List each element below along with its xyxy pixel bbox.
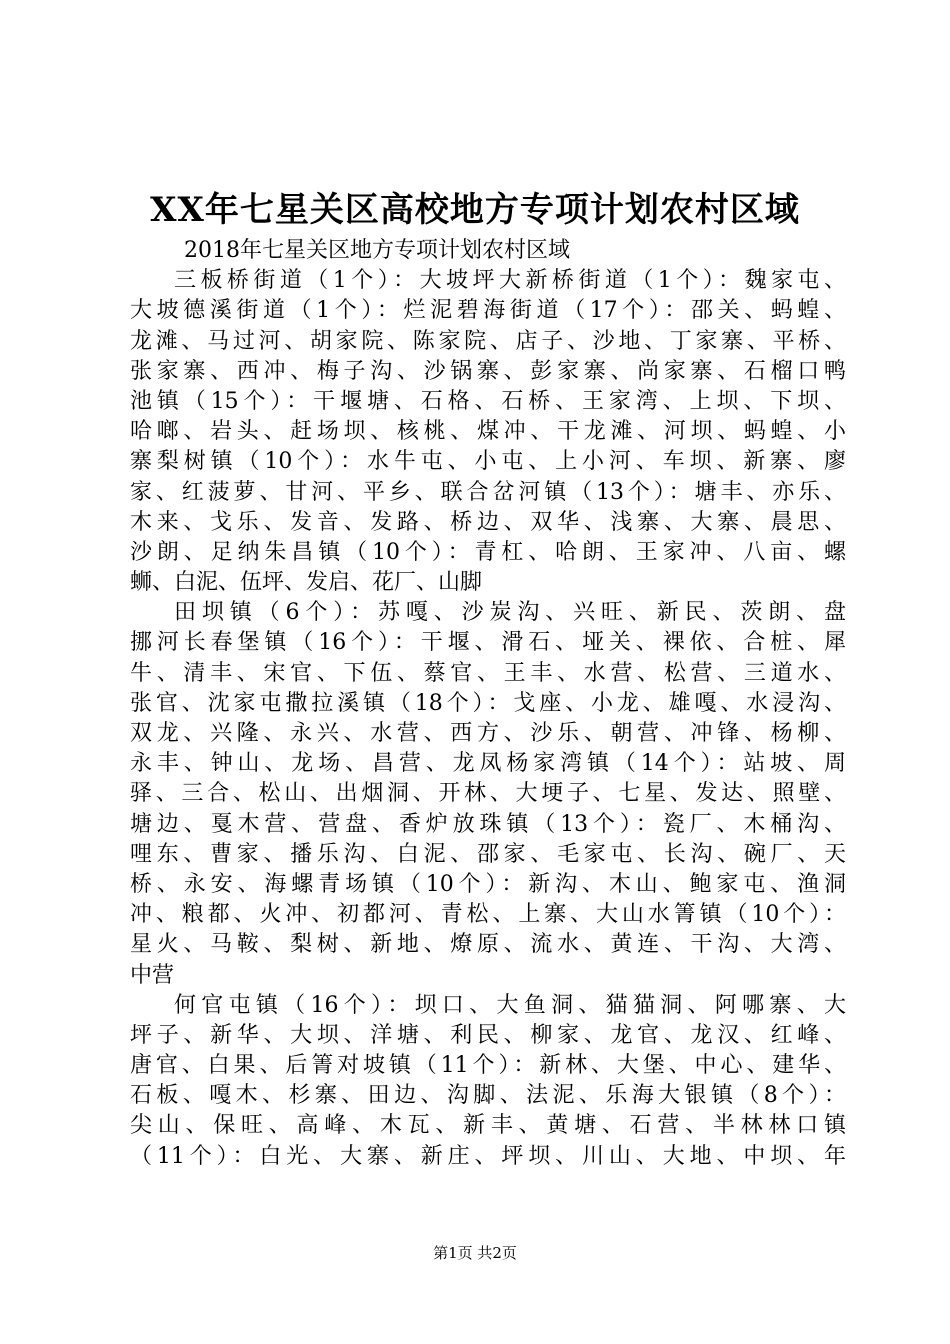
document-body (130, 236, 846, 1172)
paragraph-line: 哈啷、岩头、赶场坝、核桃、煤冲、干龙滩、河坝、蚂蝗、小 (130, 419, 846, 445)
paragraph-line: 沙朗、足纳朱昌镇（10个）：青杠、哈朗、王家冲、八亩、螺 (130, 539, 846, 565)
paragraph-line: 冲、粮都、火冲、初都河、青松、上寨、大山水箐镇（10个）： (130, 902, 846, 928)
paragraph-line: 中营 (130, 962, 175, 988)
paragraph-line: 桥、永安、海螺青场镇（10个）：新沟、木山、鲍家屯、渔洞 (130, 871, 846, 897)
paragraph-line: 石板、嘎木、杉寨、田边、沟脚、法泥、乐海大银镇（8个）： (130, 1083, 846, 1109)
paragraph-line: 木来、戈乐、发音、发路、桥边、双华、浅寨、大寨、晨思、 (130, 509, 846, 535)
paragraph-line: 张家寨、西冲、梅子沟、沙锅寨、彭家寨、尚家寨、石榴口鸭 (130, 358, 846, 384)
paragraph-line: 龙滩、马过河、胡家院、陈家院、店子、沙地、丁家寨、平桥、 (130, 328, 846, 354)
paragraph-line: 牛、清丰、宋官、下伍、蔡官、王丰、水营、松营、三道水、 (130, 660, 846, 686)
paragraph-line: 驿、三合、松山、出烟洞、开林、大埂子、七星、发达、照壁、 (130, 781, 846, 807)
paragraph-line: 塘边、戛木营、营盘、香炉放珠镇（13个）：瓷厂、木桶沟、 (130, 811, 846, 837)
paragraph-line: 双龙、兴隆、永兴、水营、西方、沙乐、朝营、冲锋、杨柳、 (130, 721, 846, 746)
paragraph-line: （11个）：白光、大寨、新庄、坪坝、川山、大地、中坝、年 (130, 1143, 846, 1169)
paragraph-line: 寨梨树镇（10个）：水牛屯、小屯、上小河、车坝、新寨、廖 (130, 449, 846, 475)
paragraph-line: 池镇（15个）：干堰塘、石格、石桥、王家湾、上坝、下坝、 (130, 388, 846, 414)
paragraph-line: 家、红菠萝、甘河、平乡、联合岔河镇（13个）：塘丰、亦乐、 (130, 479, 846, 505)
paragraph-line: 哩东、曹家、播乐沟、白泥、邵家、毛家屯、长沟、碗厂、天 (130, 841, 846, 867)
paragraph-line: 大坡德溪街道（1个）：烂泥碧海街道（17个）：邵关、蚂蝗、 (130, 298, 846, 324)
paragraph-line: 挪河长春堡镇（16个）：干堰、滑石、垭关、裸依、合桩、犀 (130, 630, 846, 656)
paragraph-line: 张官、沈家屯撒拉溪镇（18个）：戈座、小龙、雄嘎、水浸沟、 (130, 690, 846, 716)
paragraph-line: 永丰、钟山、龙场、昌营、龙凤杨家湾镇（14个）：站坡、周 (130, 751, 846, 777)
paragraph-line: 唐官、白果、后箐对坡镇（11个）：新林、大堡、中心、建华、 (130, 1053, 846, 1079)
document-title: XX年七星关区高校地方专项计划农村区域 (150, 190, 800, 230)
paragraph-line: 尖山、保旺、高峰、木瓦、新丰、黄塘、石营、半林林口镇 (130, 1113, 846, 1139)
page-footer: 第1页 共2页 (433, 1244, 517, 1262)
paragraph-line: 蛳、白泥、伍坪、发启、花厂、山脚 (130, 570, 483, 596)
paragraph-line: 星火、马鞍、梨树、新地、燎原、流水、黄连、干沟、大湾、 (130, 932, 846, 958)
paragraph-line: 田坝镇（6个）：苏嘎、沙炭沟、兴旺、新民、茨朗、盘 (174, 600, 846, 626)
paragraph-line: 三板桥街道（1个）：大坡坪大新桥街道（1个）：魏家屯、 (174, 268, 846, 294)
subtitle-line: 2018年七星关区地方专项计划农村区域 (184, 238, 570, 263)
paragraph-line: 何官屯镇（16个）：坝口、大鱼洞、猫猫洞、阿哪寨、大 (174, 992, 846, 1018)
paragraph-line: 坪子、新华、大坝、洋塘、利民、柳家、龙官、龙汉、红峰、 (130, 1022, 846, 1048)
